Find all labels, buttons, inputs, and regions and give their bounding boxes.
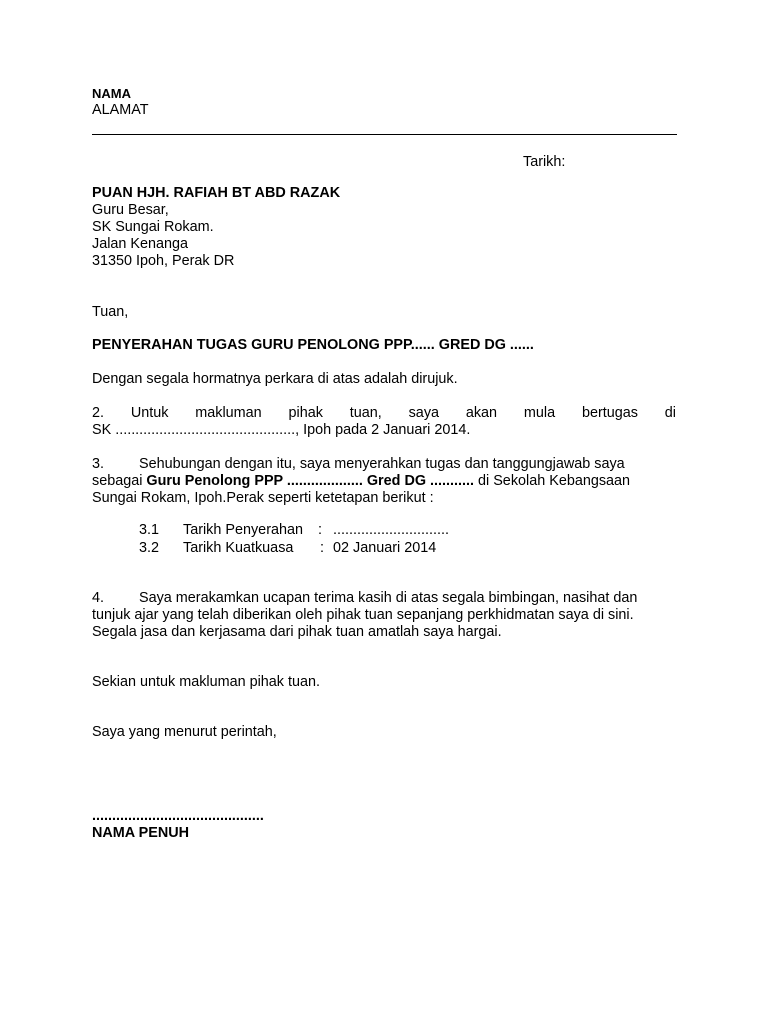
sender-name: NAMA [92, 86, 131, 101]
recipient-school: SK Sungai Rokam. [92, 219, 214, 235]
signature-name: NAMA PENUH [92, 825, 190, 841]
item-number-2: 3.2 [139, 540, 160, 556]
sender-address: ALAMAT [92, 102, 149, 118]
subject-line: PENYERAHAN TUGAS GURU PENOLONG PPP...... GRED DG ...... [92, 337, 534, 353]
paragraph-3-text-post: di Sekolah Kebangsaan [474, 473, 631, 489]
header-divider [92, 134, 677, 135]
grade-dots: ........... [426, 473, 475, 489]
paragraph-3-number: 3. [92, 456, 105, 472]
recipient-street: Jalan Kenanga [92, 236, 189, 252]
closing-line-1: Sekian untuk makluman pihak tuan. [92, 674, 320, 690]
item-value-2: 02 Januari 2014 [333, 540, 437, 556]
paragraph-3-line-2 [92, 473, 630, 490]
item-label-1: Tarikh Penyerahan [183, 522, 303, 538]
recipient-title: Guru Besar, [92, 202, 169, 218]
item-sep-2: : [320, 540, 324, 556]
item-number-1: 3.1 [139, 522, 160, 538]
paragraph-4-number: 4. [92, 590, 105, 606]
recipient-city: 31350 Ipoh, Perak DR [92, 253, 235, 269]
paragraph-2-number: 2. [92, 405, 105, 421]
item-sep-1: : [318, 522, 322, 538]
closing-line-2: Saya yang menurut perintah, [92, 724, 277, 740]
item-value-1: ............................. [333, 522, 449, 538]
paragraph-2-text-1: Untuk makluman pihak tuan, saya akan mula bertugas di [130, 405, 676, 421]
paragraph-4-line-2: tunjuk ajar yang telah diberikan oleh pihak tuan sepanjang perkhidmatan saya di sini. [92, 607, 634, 623]
paragraph-3-line-3: Sungai Rokam, Ipoh.Perak seperti ketetapan berikut : [92, 490, 434, 506]
paragraph-4-line-1 [92, 590, 637, 607]
paragraph-1: Dengan segala hormatnya perkara di atas adalah dirujuk. [92, 371, 458, 387]
position-dots: ................... [282, 473, 367, 489]
paragraph-4-text-1: Saya merakamkan ucapan terima kasih di atas segala bimbingan, nasihat dan [139, 590, 638, 606]
paragraph-4-line-3: Segala jasa dan kerjasama dari pihak tuan amatlah saya hargai. [92, 624, 502, 640]
paragraph-2-line-2: SK ............................................., Ipoh pada 2 Januari 2014. [92, 422, 471, 438]
date-label: Tarikh: [523, 154, 566, 170]
paragraph-3-text-pre: sebagai [92, 473, 147, 489]
paragraph-2-line-1 [92, 405, 676, 422]
signature-line: ........................................... [92, 808, 264, 824]
paragraph-3-text-1: Sehubungan dengan itu, saya menyerahkan tugas dan tanggungjawab saya [139, 456, 625, 472]
grade-title: Gred DG [366, 473, 427, 489]
paragraph-3-line-1 [92, 456, 625, 473]
position-title: Guru Penolong PPP [146, 473, 283, 489]
item-label-2: Tarikh Kuatkuasa [183, 540, 294, 556]
salutation: Tuan, [92, 304, 129, 320]
recipient-name: PUAN HJH. RAFIAH BT ABD RAZAK [92, 185, 341, 201]
